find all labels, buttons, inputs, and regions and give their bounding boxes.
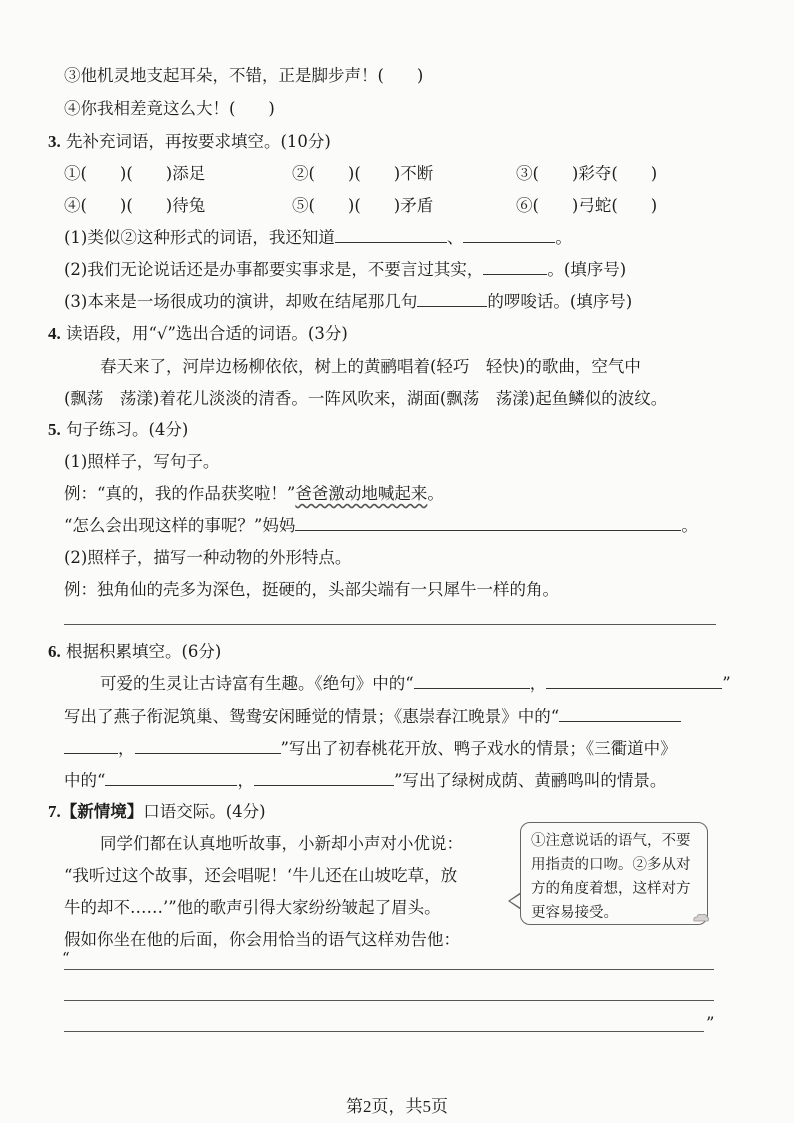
question-5-heading [48,418,188,442]
q3-sub-1-text: (1)类似②这种形式的词语，我还知道 [64,228,335,247]
question-title: 根据积累填空。(6分) [66,642,222,661]
answer-blank[interactable] [546,672,722,689]
answer-blank[interactable] [64,737,118,754]
answer-blank[interactable] [463,226,555,243]
q6-line-3 [64,737,677,761]
q3-sub-3 [64,290,632,314]
q5-sub-2: (2)照样子，描写一种动物的外形特点。 [64,548,352,567]
separator: 、 [446,228,464,247]
q6-text: ”写出了初春桃花开放、鸭子戏水的情景；《三衢道中》 [280,739,677,758]
question-number: 3. [48,132,61,151]
q6-text: 中的“ [64,771,106,790]
sentence-4: ④你我相差竟这么大！( ) [64,99,275,118]
answer-blank[interactable] [414,672,530,689]
idiom-6: ⑥( )弓蛇( ) [516,196,658,215]
q4-paragraph-line-2: (飘荡 荡漾)着花儿淡淡的清香。一阵风吹来，湖面(飘荡 荡漾)起鱼鳞似的波纹。 [64,389,668,408]
answer-blank[interactable] [335,226,447,243]
period: 。 [681,516,698,535]
comma: ， [118,739,135,758]
answer-blank[interactable] [105,769,237,786]
q3-sub-2-suffix: 。(填序号) [547,260,627,279]
question-number: 5. [48,420,61,439]
q6-text: 可爱的生灵让古诗富有生趣。《绝句》中的“ [100,674,414,693]
q3-sub-1 [64,226,572,250]
question-title: 口语交际。(4分) [143,802,266,821]
answer-blank[interactable] [135,737,281,754]
q6-line-2 [64,705,681,729]
q7-line-4: 假如你坐在他的后面，你会用恰当的语气这样劝告他： [64,930,460,949]
q5-example-1 [64,482,444,506]
answer-line[interactable] [64,969,714,970]
q6-text: ”写出了绿树成荫、黄鹂鸣叫的情景。 [393,771,667,790]
answer-blank[interactable] [417,290,487,307]
answer-blank[interactable] [559,705,681,722]
answer-line[interactable] [64,1000,714,1001]
q3-sub-3-text: (3)本来是一场很成功的演讲，却败在结尾那几句 [64,292,418,311]
page-number: 第2页，共5页 [346,1097,448,1116]
q7-line-1: 同学们都在认真地听故事，小新却小声对小优说： [100,834,463,853]
open-quote: “ [62,949,70,967]
idiom-1: ①( )( )添足 [64,164,206,183]
q5-sub-1: (1)照样子，写句子。 [64,452,220,471]
answer-blank[interactable] [254,769,394,786]
question-title: 读语段，用“√”选出合适的词语。(3分) [66,324,348,343]
prompt-text: “怎么会出现这样的事呢？”妈妈 [64,516,296,535]
close-quote: ” [706,1014,715,1033]
question-number: 6. [48,642,61,661]
q3-sub-2 [64,258,626,282]
answer-blank[interactable] [483,258,547,275]
close-quote: ” [722,674,731,693]
q3-sub-2-text: (2)我们无论说话还是办事都要实事求是，不要言过其实， [64,260,484,279]
tip-speech-bubble: ①注意说话的语气，不要用指责的口吻。②多从对方的角度着想，这样对方更容易接受。 [520,822,708,925]
q7-line-3: 牛的却不……’”他的歌声引得大家纷纷皱起了眉头。 [64,898,441,917]
q4-paragraph-line-1: 春天来了，河岸边杨柳依依，树上的黄鹂唱着(轻巧 轻快)的歌曲，空气中 [100,357,641,376]
period: 。 [555,228,572,247]
idiom-3: ③( )彩夺( ) [516,164,658,183]
q6-line-4 [64,769,666,793]
question-title: 句子练习。(4分) [66,420,189,439]
question-3-heading [48,130,331,154]
question-4-heading [48,322,348,346]
q5-prompt-1 [64,514,698,538]
question-6-heading [48,640,221,664]
cloud-icon [692,912,710,922]
comma: ， [529,674,547,693]
q7-line-2: “我听过这个故事，还会唱呢！‘牛儿还在山坡吃草，放 [64,866,458,885]
question-title: 先补充词语，再按要求填空。(10分) [66,132,331,151]
comma: ， [237,771,254,790]
q6-text: 写出了燕子衔泥筑巢、鸳鸯安闲睡觉的情景；《惠崇春江晚景》中的“ [64,707,560,726]
idiom-2: ②( )( )不断 [292,164,434,183]
answer-line[interactable] [64,1031,704,1032]
q5-example-2: 例：独角仙的壳多为深色，挺硬的，头部尖端有一只犀牛一样的角。 [64,580,559,599]
q3-sub-3-suffix: 的啰唆话。(填序号) [487,292,633,311]
example-quote: 例：“真的，我的作品获奖啦！” [64,484,296,503]
idiom-5: ⑤( )( )矛盾 [292,196,434,215]
new-scenario-tag: 【新情境】 [60,802,144,821]
sentence-3: ③他机灵地支起耳朵，不错，正是脚步声！( ) [64,66,424,85]
answer-line[interactable] [64,624,716,625]
q6-line-1 [100,672,731,696]
question-7-heading [48,800,266,824]
answer-blank[interactable] [295,514,681,531]
question-number: 7. [48,802,61,821]
period: 。 [427,484,444,503]
question-number: 4. [48,324,61,343]
example-underlined: 爸爸激动地喊起来 [295,484,428,503]
idiom-4: ④( )( )待兔 [64,196,206,215]
